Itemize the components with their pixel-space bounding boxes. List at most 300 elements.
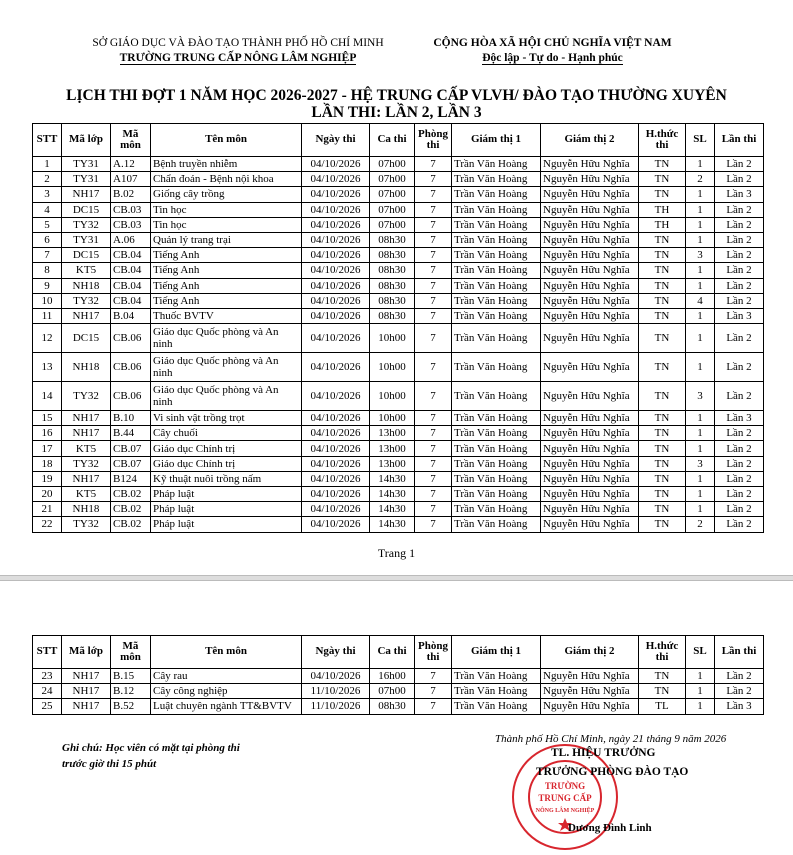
exam-room-cell: 7 <box>415 487 452 502</box>
proctor-2-cell: Nguyễn Hữu Nghĩa <box>541 202 639 217</box>
quantity-cell: 3 <box>686 382 715 411</box>
exam-format-cell: TN <box>639 517 686 532</box>
exam-shift-cell: 07h00 <box>370 187 415 202</box>
quantity-cell: 1 <box>686 263 715 278</box>
exam-room-cell: 7 <box>415 382 452 411</box>
proctor-2-cell: Nguyễn Hữu Nghĩa <box>541 684 639 699</box>
exam-date-cell: 04/10/2026 <box>302 278 370 293</box>
stt-cell: 5 <box>33 217 62 232</box>
exam-room-cell: 7 <box>415 517 452 532</box>
exam-date-cell: 04/10/2026 <box>302 517 370 532</box>
exam-format-cell: TN <box>639 248 686 263</box>
stt-cell: 19 <box>33 471 62 486</box>
table-row <box>33 441 764 456</box>
attempt-cell: Lần 2 <box>715 263 764 278</box>
exam-room-cell: 7 <box>415 217 452 232</box>
subject-name-cell: Cây rau <box>151 669 302 684</box>
issuer-header <box>82 36 394 66</box>
quantity-cell: 1 <box>686 202 715 217</box>
exam-format-cell: TN <box>639 308 686 323</box>
attempt-cell: Lần 2 <box>715 217 764 232</box>
table-row <box>33 426 764 441</box>
exam-shift-cell: 08h30 <box>370 263 415 278</box>
subject-code-cell: CB.07 <box>111 456 151 471</box>
column-header-class-code: Mã lớp <box>62 124 111 157</box>
exam-date-cell: 04/10/2026 <box>302 324 370 353</box>
exam-format-cell: TN <box>639 456 686 471</box>
proctor-1-cell: Trần Văn Hoàng <box>452 502 541 517</box>
attempt-cell: Lần 2 <box>715 382 764 411</box>
proctor-1-cell: Trần Văn Hoàng <box>452 699 541 714</box>
exam-shift-cell: 10h00 <box>370 411 415 426</box>
table-row <box>33 353 764 382</box>
attempt-cell: Lần 2 <box>715 471 764 486</box>
table-row <box>33 263 764 278</box>
proctor-1-cell: Trần Văn Hoàng <box>452 202 541 217</box>
column-header-exam-date: Ngày thi <box>302 124 370 157</box>
quantity-cell: 1 <box>686 684 715 699</box>
exam-format-cell: TN <box>639 232 686 247</box>
subject-name-cell: Giáo dục Quốc phòng và An ninh <box>151 353 302 382</box>
exam-room-cell: 7 <box>415 471 452 486</box>
proctor-1-cell: Trần Văn Hoàng <box>452 293 541 308</box>
class-code-cell: TY32 <box>62 456 111 471</box>
subject-name-cell: Giáo dục Chính trị <box>151 441 302 456</box>
column-header-exam-room: Phòng thi <box>415 636 452 669</box>
proctor-1-cell: Trần Văn Hoàng <box>452 308 541 323</box>
proctor-1-cell: Trần Văn Hoàng <box>452 248 541 263</box>
quantity-cell: 3 <box>686 248 715 263</box>
exam-format-cell: TN <box>639 684 686 699</box>
subject-name-cell: Tiếng Anh <box>151 248 302 263</box>
subject-code-cell: CB.02 <box>111 487 151 502</box>
table-row <box>33 487 764 502</box>
exam-room-cell: 7 <box>415 699 452 714</box>
stamp-text-line-2: TRUNG CẤP <box>538 793 592 803</box>
proctor-1-cell: Trần Văn Hoàng <box>452 172 541 187</box>
subject-code-cell: B.04 <box>111 308 151 323</box>
stt-cell: 7 <box>33 248 62 263</box>
table-row <box>33 699 764 714</box>
exam-shift-cell: 08h30 <box>370 278 415 293</box>
class-code-cell: TY32 <box>62 517 111 532</box>
exam-room-cell: 7 <box>415 232 452 247</box>
subject-name-cell: Tin học <box>151 202 302 217</box>
proctor-1-cell: Trần Văn Hoàng <box>452 187 541 202</box>
attempt-cell: Lần 3 <box>715 187 764 202</box>
attempt-cell: Lần 2 <box>715 293 764 308</box>
subject-name-cell: Giống cây trồng <box>151 187 302 202</box>
proctor-1-cell: Trần Văn Hoàng <box>452 382 541 411</box>
subject-name-cell: Giáo dục Chính trị <box>151 456 302 471</box>
column-header-exam-date: Ngày thi <box>302 636 370 669</box>
class-code-cell: DC15 <box>62 324 111 353</box>
proctor-1-cell: Trần Văn Hoàng <box>452 217 541 232</box>
signer-name: Dương Đình Linh <box>568 822 652 834</box>
quantity-cell: 1 <box>686 471 715 486</box>
proctor-1-cell: Trần Văn Hoàng <box>452 669 541 684</box>
proctor-2-cell: Nguyễn Hữu Nghĩa <box>541 263 639 278</box>
attempt-cell: Lần 2 <box>715 502 764 517</box>
quantity-cell: 2 <box>686 172 715 187</box>
stt-cell: 8 <box>33 263 62 278</box>
exam-shift-cell: 07h00 <box>370 157 415 172</box>
attempt-cell: Lần 2 <box>715 487 764 502</box>
exam-format-cell: TN <box>639 502 686 517</box>
proctor-2-cell: Nguyễn Hữu Nghĩa <box>541 324 639 353</box>
subject-name-cell: Chẩn đoán - Bệnh nội khoa <box>151 172 302 187</box>
exam-format-cell: TN <box>639 487 686 502</box>
table-header-row <box>33 636 764 669</box>
quantity-cell: 1 <box>686 157 715 172</box>
exam-shift-cell: 16h00 <box>370 669 415 684</box>
proctor-2-cell: Nguyễn Hữu Nghĩa <box>541 308 639 323</box>
subject-code-cell: CB.04 <box>111 293 151 308</box>
table-row <box>33 324 764 353</box>
exam-date-cell: 04/10/2026 <box>302 471 370 486</box>
exam-room-cell: 7 <box>415 278 452 293</box>
attempt-cell: Lần 2 <box>715 441 764 456</box>
stt-cell: 15 <box>33 411 62 426</box>
page-number: Trang 1 <box>377 546 416 560</box>
attempt-cell: Lần 2 <box>715 157 764 172</box>
subject-code-cell: B.10 <box>111 411 151 426</box>
subject-name-cell: Pháp luật <box>151 517 302 532</box>
column-header-proctor-2: Giám thị 2 <box>541 636 639 669</box>
exam-format-cell: TN <box>639 411 686 426</box>
subject-name-cell: Cây công nghiệp <box>151 684 302 699</box>
exam-room-cell: 7 <box>415 263 452 278</box>
exam-room-cell: 7 <box>415 187 452 202</box>
column-header-proctor-2: Giám thị 2 <box>541 124 639 157</box>
exam-format-cell: TN <box>639 382 686 411</box>
subject-code-cell: B.15 <box>111 669 151 684</box>
exam-shift-cell: 13h00 <box>370 441 415 456</box>
subject-code-cell: CB.04 <box>111 278 151 293</box>
class-code-cell: KT5 <box>62 263 111 278</box>
proctor-2-cell: Nguyễn Hữu Nghĩa <box>541 217 639 232</box>
stt-cell: 24 <box>33 684 62 699</box>
table-row <box>33 471 764 486</box>
subject-name-cell: Thuốc BVTV <box>151 308 302 323</box>
proctor-2-cell: Nguyễn Hữu Nghĩa <box>541 471 639 486</box>
note-line-2: trước giờ thi 15 phút <box>62 758 157 770</box>
stt-cell: 1 <box>33 157 62 172</box>
subject-name-cell: Pháp luật <box>151 487 302 502</box>
exam-room-cell: 7 <box>415 293 452 308</box>
proctor-2-cell: Nguyễn Hữu Nghĩa <box>541 517 639 532</box>
exam-room-cell: 7 <box>415 157 452 172</box>
attempt-cell: Lần 3 <box>715 308 764 323</box>
attempt-cell: Lần 2 <box>715 426 764 441</box>
subject-name-cell: Vi sinh vật trồng trọt <box>151 411 302 426</box>
stt-cell: 18 <box>33 456 62 471</box>
column-header-subject-code: Mã môn <box>111 124 151 157</box>
quantity-cell: 1 <box>686 308 715 323</box>
column-header-attempt: Lần thi <box>715 636 764 669</box>
national-motto: Độc lập - Tự do - Hạnh phúc <box>482 52 623 64</box>
exam-date-cell: 04/10/2026 <box>302 411 370 426</box>
subject-name-cell: Luật chuyên ngành TT&BVTV <box>151 699 302 714</box>
exam-date-cell: 04/10/2026 <box>302 172 370 187</box>
attempt-cell: Lần 2 <box>715 669 764 684</box>
column-header-quantity: SL <box>686 636 715 669</box>
subject-code-cell: CB.03 <box>111 202 151 217</box>
subject-code-cell: A107 <box>111 172 151 187</box>
proctor-2-cell: Nguyễn Hữu Nghĩa <box>541 426 639 441</box>
class-code-cell: NH17 <box>62 471 111 486</box>
proctor-2-cell: Nguyễn Hữu Nghĩa <box>541 157 639 172</box>
exam-room-cell: 7 <box>415 248 452 263</box>
subject-code-cell: B.44 <box>111 426 151 441</box>
class-code-cell: NH17 <box>62 308 111 323</box>
column-header-stt: STT <box>33 636 62 669</box>
exam-format-cell: TN <box>639 426 686 441</box>
exam-room-cell: 7 <box>415 456 452 471</box>
subject-name-cell: Kỹ thuật nuôi trồng nấm <box>151 471 302 486</box>
stt-cell: 2 <box>33 172 62 187</box>
exam-shift-cell: 08h30 <box>370 308 415 323</box>
column-header-exam-shift: Ca thi <box>370 636 415 669</box>
quantity-cell: 1 <box>686 187 715 202</box>
class-code-cell: TY31 <box>62 157 111 172</box>
department-name: SỞ GIÁO DỤC VÀ ĐÀO TẠO THÀNH PHỐ HỒ CHÍ MINH <box>92 37 384 49</box>
table-row <box>33 278 764 293</box>
table-row <box>33 232 764 247</box>
quantity-cell: 1 <box>686 353 715 382</box>
column-header-attempt: Lần thi <box>715 124 764 157</box>
column-header-exam-shift: Ca thi <box>370 124 415 157</box>
stt-cell: 20 <box>33 487 62 502</box>
exam-format-cell: TN <box>639 471 686 486</box>
signer-title-2: TRƯỞNG PHÒNG ĐÀO TẠO <box>536 766 689 778</box>
quantity-cell: 2 <box>686 517 715 532</box>
exam-date-cell: 04/10/2026 <box>302 426 370 441</box>
proctor-1-cell: Trần Văn Hoàng <box>452 471 541 486</box>
exam-shift-cell: 10h00 <box>370 382 415 411</box>
proctor-2-cell: Nguyễn Hữu Nghĩa <box>541 232 639 247</box>
column-header-quantity: SL <box>686 124 715 157</box>
exam-shift-cell: 08h30 <box>370 699 415 714</box>
exam-format-cell: TN <box>639 441 686 456</box>
subject-code-cell: CB.06 <box>111 324 151 353</box>
exam-format-cell: TN <box>639 187 686 202</box>
class-code-cell: NH17 <box>62 684 111 699</box>
attempt-cell: Lần 2 <box>715 172 764 187</box>
table-row <box>33 187 764 202</box>
class-code-cell: TY32 <box>62 217 111 232</box>
proctor-2-cell: Nguyễn Hữu Nghĩa <box>541 248 639 263</box>
exam-date-cell: 04/10/2026 <box>302 382 370 411</box>
quantity-cell: 1 <box>686 699 715 714</box>
quantity-cell: 4 <box>686 293 715 308</box>
subject-name-cell: Tiếng Anh <box>151 263 302 278</box>
table-row <box>33 517 764 532</box>
exam-date-cell: 04/10/2026 <box>302 202 370 217</box>
column-header-exam-room: Phòng thi <box>415 124 452 157</box>
table-row <box>33 217 764 232</box>
exam-format-cell: TN <box>639 324 686 353</box>
subject-code-cell: A.06 <box>111 232 151 247</box>
column-header-subject-name: Tên môn <box>151 636 302 669</box>
proctor-2-cell: Nguyễn Hữu Nghĩa <box>541 669 639 684</box>
class-code-cell: TY32 <box>62 382 111 411</box>
exam-shift-cell: 07h00 <box>370 202 415 217</box>
attempt-cell: Lần 2 <box>715 353 764 382</box>
exam-room-cell: 7 <box>415 441 452 456</box>
exam-shift-cell: 10h00 <box>370 353 415 382</box>
subject-name-cell: Giáo dục Quốc phòng và An ninh <box>151 324 302 353</box>
class-code-cell: NH17 <box>62 669 111 684</box>
class-code-cell: TY31 <box>62 172 111 187</box>
proctor-2-cell: Nguyễn Hữu Nghĩa <box>541 502 639 517</box>
exam-date-cell: 04/10/2026 <box>302 217 370 232</box>
stt-cell: 25 <box>33 699 62 714</box>
exam-room-cell: 7 <box>415 202 452 217</box>
exam-shift-cell: 07h00 <box>370 684 415 699</box>
subject-name-cell: Quản lý trang trại <box>151 232 302 247</box>
table-row <box>33 669 764 684</box>
exam-schedule-table-page-2 <box>32 635 764 715</box>
national-header <box>420 36 685 66</box>
subject-code-cell: B.12 <box>111 684 151 699</box>
attempt-cell: Lần 2 <box>715 248 764 263</box>
exam-date-cell: 04/10/2026 <box>302 487 370 502</box>
quantity-cell: 1 <box>686 411 715 426</box>
exam-date-cell: 04/10/2026 <box>302 441 370 456</box>
proctor-1-cell: Trần Văn Hoàng <box>452 263 541 278</box>
quantity-cell: 1 <box>686 324 715 353</box>
stt-cell: 22 <box>33 517 62 532</box>
subject-code-cell: CB.03 <box>111 217 151 232</box>
exam-date-cell: 11/10/2026 <box>302 684 370 699</box>
document-title <box>0 87 793 121</box>
table-row <box>33 202 764 217</box>
stt-cell: 23 <box>33 669 62 684</box>
stt-cell: 12 <box>33 324 62 353</box>
exam-room-cell: 7 <box>415 426 452 441</box>
proctor-2-cell: Nguyễn Hữu Nghĩa <box>541 456 639 471</box>
proctor-1-cell: Trần Văn Hoàng <box>452 232 541 247</box>
exam-room-cell: 7 <box>415 308 452 323</box>
subject-code-cell: B.02 <box>111 187 151 202</box>
subject-code-cell: CB.02 <box>111 502 151 517</box>
table-row <box>33 502 764 517</box>
exam-room-cell: 7 <box>415 324 452 353</box>
title-line-1: LỊCH THI ĐỢT 1 NĂM HỌC 2026-2027 - HỆ TRUNG CẤP VLVH/ ĐÀO TẠO THƯỜNG XUYÊN <box>66 87 727 104</box>
proctor-2-cell: Nguyễn Hữu Nghĩa <box>541 411 639 426</box>
subject-code-cell: CB.06 <box>111 353 151 382</box>
proctor-2-cell: Nguyễn Hữu Nghĩa <box>541 353 639 382</box>
page-separator <box>0 575 793 581</box>
exam-room-cell: 7 <box>415 172 452 187</box>
class-code-cell: NH17 <box>62 411 111 426</box>
subject-code-cell: CB.02 <box>111 517 151 532</box>
exam-room-cell: 7 <box>415 502 452 517</box>
exam-date-cell: 04/10/2026 <box>302 187 370 202</box>
column-header-exam-format: H.thức thi <box>639 124 686 157</box>
stt-cell: 21 <box>33 502 62 517</box>
proctor-2-cell: Nguyễn Hữu Nghĩa <box>541 278 639 293</box>
subject-code-cell: CB.04 <box>111 248 151 263</box>
class-code-cell: TY32 <box>62 293 111 308</box>
stt-cell: 17 <box>33 441 62 456</box>
exam-room-cell: 7 <box>415 684 452 699</box>
attempt-cell: Lần 2 <box>715 202 764 217</box>
attempt-cell: Lần 2 <box>715 324 764 353</box>
subject-code-cell: B.52 <box>111 699 151 714</box>
exam-format-cell: TH <box>639 202 686 217</box>
class-code-cell: DC15 <box>62 202 111 217</box>
stt-cell: 14 <box>33 382 62 411</box>
subject-name-cell: Tiếng Anh <box>151 278 302 293</box>
proctor-1-cell: Trần Văn Hoàng <box>452 487 541 502</box>
stt-cell: 4 <box>33 202 62 217</box>
subject-code-cell: CB.06 <box>111 382 151 411</box>
exam-shift-cell: 13h00 <box>370 456 415 471</box>
class-code-cell: NH17 <box>62 426 111 441</box>
exam-note <box>62 740 240 772</box>
exam-date-cell: 04/10/2026 <box>302 456 370 471</box>
exam-format-cell: TN <box>639 278 686 293</box>
subject-name-cell: Giáo dục Quốc phòng và An ninh <box>151 382 302 411</box>
column-header-proctor-1: Giám thị 1 <box>452 636 541 669</box>
quantity-cell: 1 <box>686 669 715 684</box>
exam-room-cell: 7 <box>415 411 452 426</box>
subject-code-cell: CB.04 <box>111 263 151 278</box>
exam-date-cell: 04/10/2026 <box>302 353 370 382</box>
exam-shift-cell: 14h30 <box>370 471 415 486</box>
column-header-exam-format: H.thức thi <box>639 636 686 669</box>
exam-format-cell: TN <box>639 353 686 382</box>
table-row <box>33 157 764 172</box>
proctor-2-cell: Nguyễn Hữu Nghĩa <box>541 699 639 714</box>
proctor-1-cell: Trần Văn Hoàng <box>452 456 541 471</box>
subject-name-cell: Bệnh truyền nhiễm <box>151 157 302 172</box>
exam-date-cell: 04/10/2026 <box>302 248 370 263</box>
table-body <box>33 157 764 533</box>
quantity-cell: 1 <box>686 217 715 232</box>
exam-format-cell: TN <box>639 172 686 187</box>
exam-date-cell: 04/10/2026 <box>302 669 370 684</box>
exam-shift-cell: 14h30 <box>370 502 415 517</box>
note-line-1: Ghi chú: Học viên có mặt tại phòng thi <box>62 742 240 754</box>
quantity-cell: 1 <box>686 502 715 517</box>
exam-shift-cell: 08h30 <box>370 293 415 308</box>
proctor-1-cell: Trần Văn Hoàng <box>452 517 541 532</box>
exam-format-cell: TH <box>639 217 686 232</box>
column-header-subject-name: Tên môn <box>151 124 302 157</box>
proctor-2-cell: Nguyễn Hữu Nghĩa <box>541 441 639 456</box>
proctor-1-cell: Trần Văn Hoàng <box>452 278 541 293</box>
exam-shift-cell: 08h30 <box>370 248 415 263</box>
column-header-stt: STT <box>33 124 62 157</box>
stt-cell: 16 <box>33 426 62 441</box>
exam-format-cell: TL <box>639 699 686 714</box>
attempt-cell: Lần 2 <box>715 517 764 532</box>
proctor-1-cell: Trần Văn Hoàng <box>452 353 541 382</box>
exam-shift-cell: 08h30 <box>370 232 415 247</box>
subject-code-cell: B124 <box>111 471 151 486</box>
exam-date-cell: 04/10/2026 <box>302 502 370 517</box>
national-title: CỘNG HÒA XÃ HỘI CHỦ NGHĨA VIỆT NAM <box>433 37 672 49</box>
column-header-class-code: Mã lớp <box>62 636 111 669</box>
column-header-subject-code: Mã môn <box>111 636 151 669</box>
proctor-2-cell: Nguyễn Hữu Nghĩa <box>541 487 639 502</box>
subject-code-cell: CB.07 <box>111 441 151 456</box>
proctor-1-cell: Trần Văn Hoàng <box>452 157 541 172</box>
exam-date-cell: 04/10/2026 <box>302 293 370 308</box>
